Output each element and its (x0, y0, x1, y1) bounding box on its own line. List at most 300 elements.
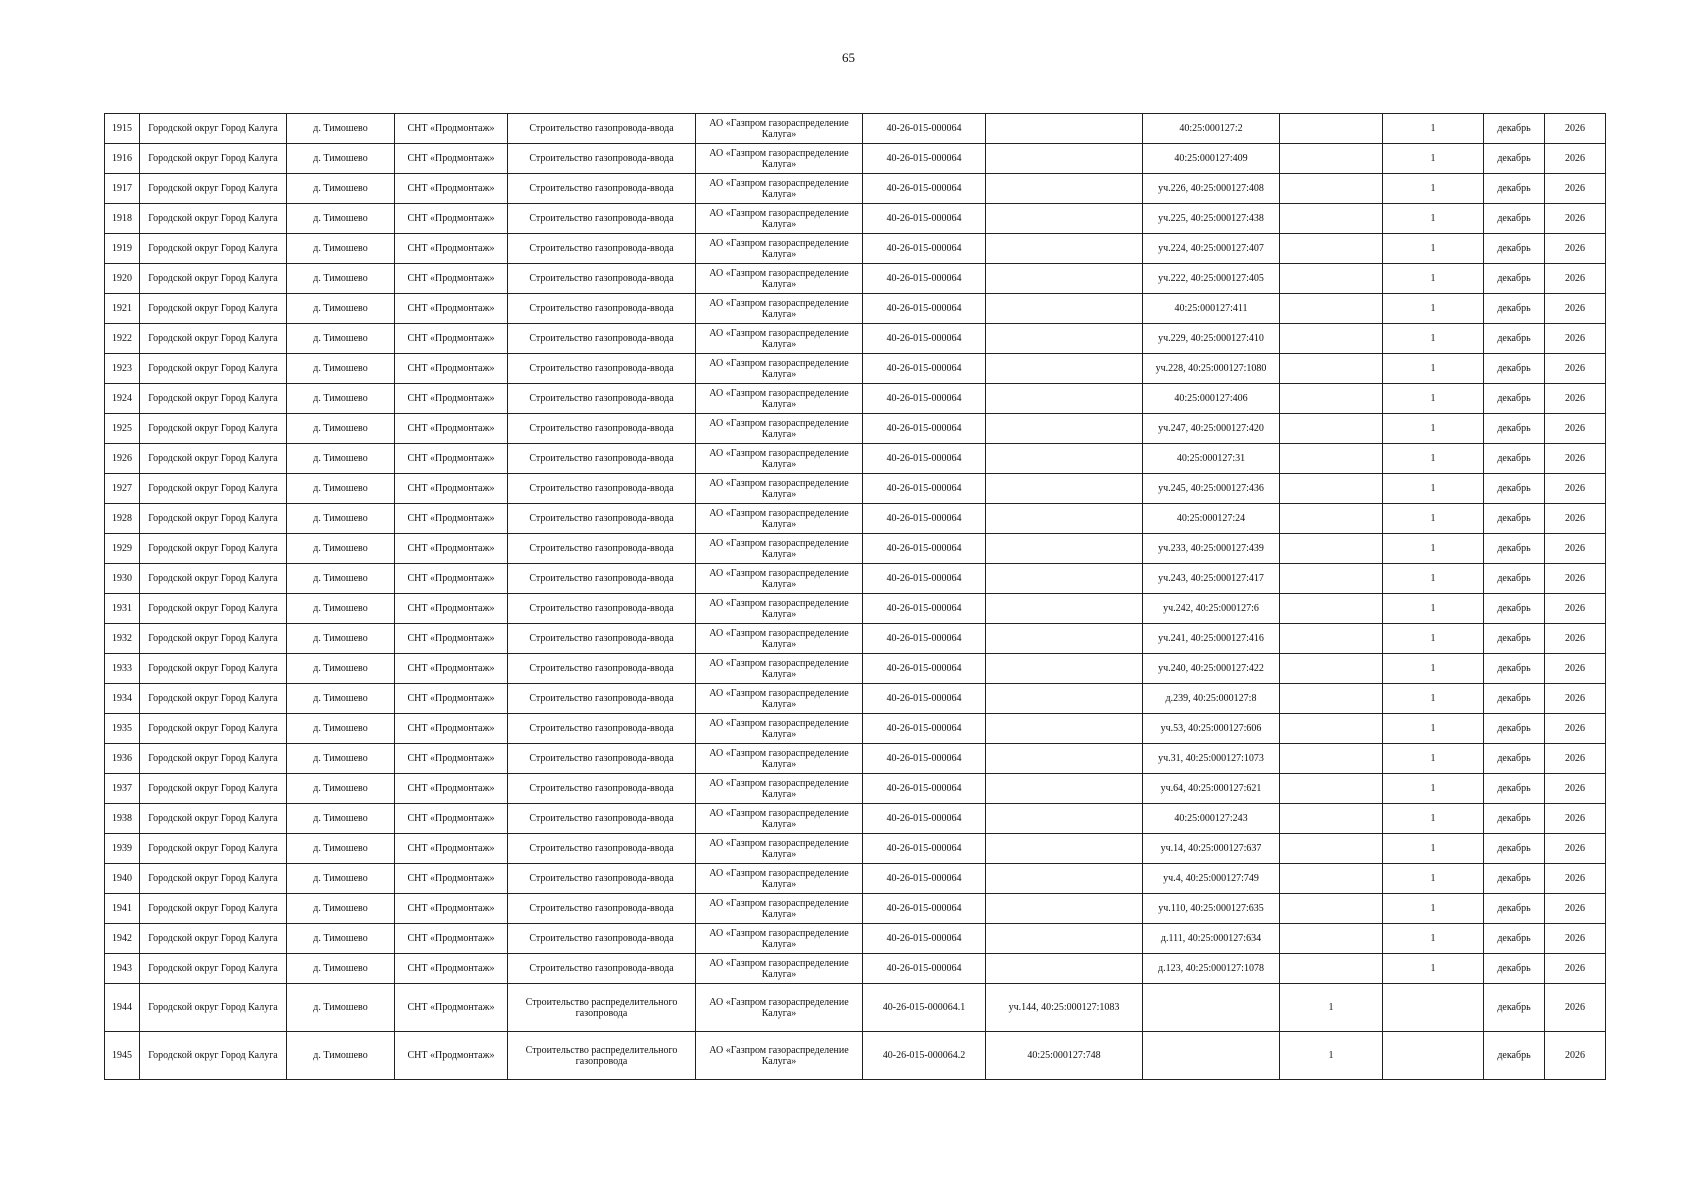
organization-cell: АО «Газпром газораспределение Калуга» (696, 864, 863, 894)
work-type-cell: Строительство газопровода-ввода (508, 444, 696, 474)
table-row (105, 1032, 1606, 1080)
settlement-cell: д. Тимошево (287, 354, 395, 384)
code-cell: 40-26-015-000064 (863, 264, 986, 294)
table-row (105, 534, 1606, 564)
quantity-cell-b (1383, 984, 1484, 1032)
cadastral-cell-a (986, 264, 1143, 294)
municipality-cell: Городской округ Город Калуга (140, 324, 287, 354)
year-cell: 2026 (1545, 414, 1606, 444)
quantity-cell-a (1280, 894, 1383, 924)
table-body (105, 114, 1606, 1080)
cadastral-cell-a (986, 534, 1143, 564)
quantity-cell-a (1280, 474, 1383, 504)
year-cell: 2026 (1545, 264, 1606, 294)
municipality-cell: Городской округ Город Калуга (140, 594, 287, 624)
year-cell: 2026 (1545, 234, 1606, 264)
work-type-cell: Строительство газопровода-ввода (508, 144, 696, 174)
settlement-cell: д. Тимошево (287, 234, 395, 264)
work-type-cell: Строительство газопровода-ввода (508, 204, 696, 234)
municipality-cell: Городской округ Город Калуга (140, 444, 287, 474)
year-cell: 2026 (1545, 684, 1606, 714)
row-number: 1917 (105, 174, 140, 204)
row-number: 1925 (105, 414, 140, 444)
cadastral-cell-b: уч.53, 40:25:000127:606 (1143, 714, 1280, 744)
month-cell: декабрь (1484, 624, 1545, 654)
municipality-cell: Городской округ Город Калуга (140, 384, 287, 414)
year-cell: 2026 (1545, 444, 1606, 474)
month-cell: декабрь (1484, 774, 1545, 804)
quantity-cell-a (1280, 234, 1383, 264)
year-cell: 2026 (1545, 774, 1606, 804)
object-cell: СНТ «Продмонтаж» (395, 714, 508, 744)
code-cell: 40-26-015-000064 (863, 894, 986, 924)
code-cell: 40-26-015-000064 (863, 294, 986, 324)
quantity-cell-a (1280, 324, 1383, 354)
row-number: 1937 (105, 774, 140, 804)
cadastral-cell-b: уч.222, 40:25:000127:405 (1143, 264, 1280, 294)
cadastral-cell-a (986, 294, 1143, 324)
object-cell: СНТ «Продмонтаж» (395, 414, 508, 444)
code-cell: 40-26-015-000064 (863, 864, 986, 894)
object-cell: СНТ «Продмонтаж» (395, 864, 508, 894)
cadastral-cell-a: 40:25:000127:748 (986, 1032, 1143, 1080)
municipality-cell: Городской округ Город Калуга (140, 894, 287, 924)
work-type-cell: Строительство газопровода-ввода (508, 804, 696, 834)
code-cell: 40-26-015-000064.2 (863, 1032, 986, 1080)
object-cell: СНТ «Продмонтаж» (395, 534, 508, 564)
table-row (105, 114, 1606, 144)
table-row (105, 564, 1606, 594)
month-cell: декабрь (1484, 564, 1545, 594)
quantity-cell-a (1280, 174, 1383, 204)
settlement-cell: д. Тимошево (287, 294, 395, 324)
table-row (105, 294, 1606, 324)
organization-cell: АО «Газпром газораспределение Калуга» (696, 414, 863, 444)
organization-cell: АО «Газпром газораспределение Калуга» (696, 294, 863, 324)
code-cell: 40-26-015-000064 (863, 204, 986, 234)
code-cell: 40-26-015-000064 (863, 174, 986, 204)
year-cell: 2026 (1545, 564, 1606, 594)
month-cell: декабрь (1484, 324, 1545, 354)
work-type-cell: Строительство газопровода-ввода (508, 114, 696, 144)
row-number: 1935 (105, 714, 140, 744)
cadastral-cell-a (986, 954, 1143, 984)
code-cell: 40-26-015-000064 (863, 564, 986, 594)
month-cell: декабрь (1484, 114, 1545, 144)
month-cell: декабрь (1484, 474, 1545, 504)
settlement-cell: д. Тимошево (287, 954, 395, 984)
object-cell: СНТ «Продмонтаж» (395, 264, 508, 294)
table-row (105, 174, 1606, 204)
municipality-cell: Городской округ Город Калуга (140, 744, 287, 774)
row-number: 1931 (105, 594, 140, 624)
quantity-cell-b: 1 (1383, 474, 1484, 504)
code-cell: 40-26-015-000064 (863, 654, 986, 684)
row-number: 1922 (105, 324, 140, 354)
object-cell: СНТ «Продмонтаж» (395, 384, 508, 414)
month-cell: декабрь (1484, 834, 1545, 864)
cadastral-cell-b: уч.110, 40:25:000127:635 (1143, 894, 1280, 924)
table-row (105, 924, 1606, 954)
quantity-cell-b: 1 (1383, 774, 1484, 804)
year-cell: 2026 (1545, 534, 1606, 564)
quantity-cell-a (1280, 774, 1383, 804)
organization-cell: АО «Газпром газораспределение Калуга» (696, 384, 863, 414)
cadastral-cell-a (986, 144, 1143, 174)
municipality-cell: Городской округ Город Калуга (140, 504, 287, 534)
work-type-cell: Строительство газопровода-ввода (508, 774, 696, 804)
cadastral-cell-b (1143, 1032, 1280, 1080)
quantity-cell-b: 1 (1383, 234, 1484, 264)
code-cell: 40-26-015-000064 (863, 624, 986, 654)
table-row (105, 354, 1606, 384)
municipality-cell: Городской округ Город Калуга (140, 234, 287, 264)
quantity-cell-b: 1 (1383, 564, 1484, 594)
quantity-cell-a (1280, 144, 1383, 174)
month-cell: декабрь (1484, 354, 1545, 384)
row-number: 1934 (105, 684, 140, 714)
quantity-cell-b: 1 (1383, 294, 1484, 324)
year-cell: 2026 (1545, 204, 1606, 234)
cadastral-cell-a (986, 474, 1143, 504)
cadastral-cell-b: уч.240, 40:25:000127:422 (1143, 654, 1280, 684)
quantity-cell-b: 1 (1383, 804, 1484, 834)
quantity-cell-a (1280, 864, 1383, 894)
object-cell: СНТ «Продмонтаж» (395, 114, 508, 144)
table-row (105, 444, 1606, 474)
table-row (105, 204, 1606, 234)
table-row (105, 774, 1606, 804)
quantity-cell-a (1280, 114, 1383, 144)
table-row (105, 654, 1606, 684)
object-cell: СНТ «Продмонтаж» (395, 144, 508, 174)
row-number: 1921 (105, 294, 140, 324)
settlement-cell: д. Тимошево (287, 474, 395, 504)
table-row (105, 804, 1606, 834)
row-number: 1945 (105, 1032, 140, 1080)
year-cell: 2026 (1545, 354, 1606, 384)
month-cell: декабрь (1484, 984, 1545, 1032)
settlement-cell: д. Тимошево (287, 714, 395, 744)
work-type-cell: Строительство газопровода-ввода (508, 294, 696, 324)
month-cell: декабрь (1484, 714, 1545, 744)
month-cell: декабрь (1484, 444, 1545, 474)
quantity-cell-a (1280, 294, 1383, 324)
cadastral-cell-b: уч.242, 40:25:000127:6 (1143, 594, 1280, 624)
cadastral-cell-a (986, 234, 1143, 264)
cadastral-cell-b: д.111, 40:25:000127:634 (1143, 924, 1280, 954)
municipality-cell: Городской округ Город Калуга (140, 624, 287, 654)
organization-cell: АО «Газпром газораспределение Калуга» (696, 534, 863, 564)
object-cell: СНТ «Продмонтаж» (395, 474, 508, 504)
settlement-cell: д. Тимошево (287, 114, 395, 144)
organization-cell: АО «Газпром газораспределение Калуга» (696, 804, 863, 834)
organization-cell: АО «Газпром газораспределение Калуга» (696, 1032, 863, 1080)
municipality-cell: Городской округ Город Калуга (140, 294, 287, 324)
quantity-cell-b: 1 (1383, 654, 1484, 684)
object-cell: СНТ «Продмонтаж» (395, 324, 508, 354)
year-cell: 2026 (1545, 294, 1606, 324)
work-type-cell: Строительство газопровода-ввода (508, 834, 696, 864)
settlement-cell: д. Тимошево (287, 504, 395, 534)
municipality-cell: Городской округ Город Калуга (140, 1032, 287, 1080)
month-cell: декабрь (1484, 744, 1545, 774)
table-row (105, 264, 1606, 294)
year-cell: 2026 (1545, 504, 1606, 534)
row-number: 1920 (105, 264, 140, 294)
month-cell: декабрь (1484, 294, 1545, 324)
municipality-cell: Городской округ Город Калуга (140, 804, 287, 834)
organization-cell: АО «Газпром газораспределение Калуга» (696, 474, 863, 504)
year-cell: 2026 (1545, 324, 1606, 354)
row-number: 1938 (105, 804, 140, 834)
table-row (105, 324, 1606, 354)
quantity-cell-b: 1 (1383, 684, 1484, 714)
settlement-cell: д. Тимошево (287, 384, 395, 414)
object-cell: СНТ «Продмонтаж» (395, 1032, 508, 1080)
municipality-cell: Городской округ Город Калуга (140, 834, 287, 864)
work-type-cell: Строительство газопровода-ввода (508, 714, 696, 744)
cadastral-cell-a (986, 864, 1143, 894)
cadastral-cell-b: 40:25:000127:24 (1143, 504, 1280, 534)
work-type-cell: Строительство газопровода-ввода (508, 744, 696, 774)
row-number: 1943 (105, 954, 140, 984)
quantity-cell-a (1280, 714, 1383, 744)
cadastral-cell-b: 40:25:000127:411 (1143, 294, 1280, 324)
row-number: 1930 (105, 564, 140, 594)
cadastral-cell-a (986, 564, 1143, 594)
code-cell: 40-26-015-000064 (863, 384, 986, 414)
organization-cell: АО «Газпром газораспределение Калуга» (696, 624, 863, 654)
code-cell: 40-26-015-000064.1 (863, 984, 986, 1032)
code-cell: 40-26-015-000064 (863, 474, 986, 504)
settlement-cell: д. Тимошево (287, 174, 395, 204)
cadastral-cell-b: уч.64, 40:25:000127:621 (1143, 774, 1280, 804)
table-row (105, 744, 1606, 774)
object-cell: СНТ «Продмонтаж» (395, 564, 508, 594)
cadastral-cell-b: уч.247, 40:25:000127:420 (1143, 414, 1280, 444)
cadastral-cell-a (986, 744, 1143, 774)
work-type-cell: Строительство газопровода-ввода (508, 894, 696, 924)
quantity-cell-b: 1 (1383, 384, 1484, 414)
year-cell: 2026 (1545, 924, 1606, 954)
quantity-cell-a (1280, 384, 1383, 414)
work-type-cell: Строительство газопровода-ввода (508, 234, 696, 264)
object-cell: СНТ «Продмонтаж» (395, 834, 508, 864)
municipality-cell: Городской округ Город Калуга (140, 774, 287, 804)
quantity-cell-a (1280, 444, 1383, 474)
code-cell: 40-26-015-000064 (863, 924, 986, 954)
organization-cell: АО «Газпром газораспределение Калуга» (696, 174, 863, 204)
settlement-cell: д. Тимошево (287, 804, 395, 834)
data-table (104, 113, 1606, 1080)
quantity-cell-a (1280, 804, 1383, 834)
table-row (105, 234, 1606, 264)
cadastral-cell-b: уч.241, 40:25:000127:416 (1143, 624, 1280, 654)
organization-cell: АО «Газпром газораспределение Калуга» (696, 654, 863, 684)
table-row (105, 474, 1606, 504)
settlement-cell: д. Тимошево (287, 564, 395, 594)
work-type-cell: Строительство газопровода-ввода (508, 474, 696, 504)
quantity-cell-b: 1 (1383, 864, 1484, 894)
cadastral-cell-a (986, 684, 1143, 714)
quantity-cell-a (1280, 624, 1383, 654)
organization-cell: АО «Газпром газораспределение Калуга» (696, 144, 863, 174)
code-cell: 40-26-015-000064 (863, 804, 986, 834)
cadastral-cell-b: д.123, 40:25:000127:1078 (1143, 954, 1280, 984)
settlement-cell: д. Тимошево (287, 204, 395, 234)
organization-cell: АО «Газпром газораспределение Калуга» (696, 954, 863, 984)
quantity-cell-b: 1 (1383, 414, 1484, 444)
quantity-cell-a: 1 (1280, 984, 1383, 1032)
month-cell: декабрь (1484, 954, 1545, 984)
settlement-cell: д. Тимошево (287, 534, 395, 564)
municipality-cell: Городской округ Город Калуга (140, 534, 287, 564)
settlement-cell: д. Тимошево (287, 444, 395, 474)
code-cell: 40-26-015-000064 (863, 714, 986, 744)
object-cell: СНТ «Продмонтаж» (395, 174, 508, 204)
month-cell: декабрь (1484, 534, 1545, 564)
row-number: 1929 (105, 534, 140, 564)
object-cell: СНТ «Продмонтаж» (395, 984, 508, 1032)
cadastral-cell-b: 40:25:000127:406 (1143, 384, 1280, 414)
quantity-cell-a (1280, 954, 1383, 984)
organization-cell: АО «Газпром газораспределение Калуга» (696, 354, 863, 384)
quantity-cell-b: 1 (1383, 894, 1484, 924)
quantity-cell-b: 1 (1383, 924, 1484, 954)
work-type-cell: Строительство газопровода-ввода (508, 654, 696, 684)
settlement-cell: д. Тимошево (287, 1032, 395, 1080)
organization-cell: АО «Газпром газораспределение Калуга» (696, 594, 863, 624)
year-cell: 2026 (1545, 714, 1606, 744)
work-type-cell: Строительство газопровода-ввода (508, 624, 696, 654)
cadastral-cell-a (986, 354, 1143, 384)
month-cell: декабрь (1484, 264, 1545, 294)
cadastral-cell-b: 40:25:000127:409 (1143, 144, 1280, 174)
table-row (105, 594, 1606, 624)
organization-cell: АО «Газпром газораспределение Калуга» (696, 114, 863, 144)
cadastral-cell-b: 40:25:000127:2 (1143, 114, 1280, 144)
organization-cell: АО «Газпром газораспределение Калуга» (696, 984, 863, 1032)
quantity-cell-b: 1 (1383, 534, 1484, 564)
code-cell: 40-26-015-000064 (863, 684, 986, 714)
year-cell: 2026 (1545, 594, 1606, 624)
cadastral-cell-a (986, 774, 1143, 804)
year-cell: 2026 (1545, 864, 1606, 894)
quantity-cell-b: 1 (1383, 954, 1484, 984)
quantity-cell-b: 1 (1383, 624, 1484, 654)
table-row (105, 414, 1606, 444)
year-cell: 2026 (1545, 654, 1606, 684)
code-cell: 40-26-015-000064 (863, 954, 986, 984)
cadastral-cell-b (1143, 984, 1280, 1032)
month-cell: декабрь (1484, 204, 1545, 234)
cadastral-cell-b: уч.245, 40:25:000127:436 (1143, 474, 1280, 504)
quantity-cell-b: 1 (1383, 834, 1484, 864)
settlement-cell: д. Тимошево (287, 684, 395, 714)
code-cell: 40-26-015-000064 (863, 414, 986, 444)
municipality-cell: Городской округ Город Калуга (140, 264, 287, 294)
settlement-cell: д. Тимошево (287, 594, 395, 624)
cadastral-cell-b: 40:25:000127:243 (1143, 804, 1280, 834)
work-type-cell: Строительство газопровода-ввода (508, 174, 696, 204)
quantity-cell-a (1280, 684, 1383, 714)
organization-cell: АО «Газпром газораспределение Калуга» (696, 834, 863, 864)
quantity-cell-b: 1 (1383, 594, 1484, 624)
quantity-cell-b: 1 (1383, 714, 1484, 744)
month-cell: декабрь (1484, 894, 1545, 924)
cadastral-cell-a (986, 654, 1143, 684)
organization-cell: АО «Газпром газораспределение Калуга» (696, 234, 863, 264)
object-cell: СНТ «Продмонтаж» (395, 684, 508, 714)
municipality-cell: Городской округ Город Калуга (140, 654, 287, 684)
year-cell: 2026 (1545, 114, 1606, 144)
object-cell: СНТ «Продмонтаж» (395, 354, 508, 384)
month-cell: декабрь (1484, 1032, 1545, 1080)
organization-cell: АО «Газпром газораспределение Калуга» (696, 894, 863, 924)
organization-cell: АО «Газпром газораспределение Калуга» (696, 684, 863, 714)
municipality-cell: Городской округ Город Калуга (140, 564, 287, 594)
work-type-cell: Строительство распределительного газопровода (508, 1032, 696, 1080)
row-number: 1928 (105, 504, 140, 534)
year-cell: 2026 (1545, 954, 1606, 984)
municipality-cell: Городской округ Город Калуга (140, 144, 287, 174)
month-cell: декабрь (1484, 654, 1545, 684)
quantity-cell-a: 1 (1280, 1032, 1383, 1080)
municipality-cell: Городской округ Город Калуга (140, 714, 287, 744)
settlement-cell: д. Тимошево (287, 654, 395, 684)
month-cell: декабрь (1484, 864, 1545, 894)
work-type-cell: Строительство газопровода-ввода (508, 264, 696, 294)
municipality-cell: Городской округ Город Калуга (140, 924, 287, 954)
table-row (105, 954, 1606, 984)
table-row (105, 684, 1606, 714)
row-number: 1919 (105, 234, 140, 264)
work-type-cell: Строительство газопровода-ввода (508, 354, 696, 384)
code-cell: 40-26-015-000064 (863, 144, 986, 174)
cadastral-cell-a (986, 204, 1143, 234)
municipality-cell: Городской округ Город Калуга (140, 684, 287, 714)
cadastral-cell-a (986, 924, 1143, 954)
municipality-cell: Городской округ Город Калуга (140, 864, 287, 894)
object-cell: СНТ «Продмонтаж» (395, 744, 508, 774)
organization-cell: АО «Газпром газораспределение Калуга» (696, 324, 863, 354)
object-cell: СНТ «Продмонтаж» (395, 504, 508, 534)
cadastral-cell-b: уч.224, 40:25:000127:407 (1143, 234, 1280, 264)
year-cell: 2026 (1545, 384, 1606, 414)
year-cell: 2026 (1545, 624, 1606, 654)
settlement-cell: д. Тимошево (287, 624, 395, 654)
table-row (105, 714, 1606, 744)
cadastral-cell-b: уч.233, 40:25:000127:439 (1143, 534, 1280, 564)
object-cell: СНТ «Продмонтаж» (395, 894, 508, 924)
quantity-cell-a (1280, 414, 1383, 444)
work-type-cell: Строительство газопровода-ввода (508, 564, 696, 594)
quantity-cell-a (1280, 744, 1383, 774)
quantity-cell-b: 1 (1383, 744, 1484, 774)
settlement-cell: д. Тимошево (287, 324, 395, 354)
cadastral-cell-a (986, 444, 1143, 474)
quantity-cell-b: 1 (1383, 504, 1484, 534)
code-cell: 40-26-015-000064 (863, 744, 986, 774)
quantity-cell-b: 1 (1383, 144, 1484, 174)
month-cell: декабрь (1484, 684, 1545, 714)
code-cell: 40-26-015-000064 (863, 354, 986, 384)
work-type-cell: Строительство распределительного газопровода (508, 984, 696, 1032)
settlement-cell: д. Тимошево (287, 144, 395, 174)
month-cell: декабрь (1484, 234, 1545, 264)
organization-cell: АО «Газпром газораспределение Калуга» (696, 744, 863, 774)
